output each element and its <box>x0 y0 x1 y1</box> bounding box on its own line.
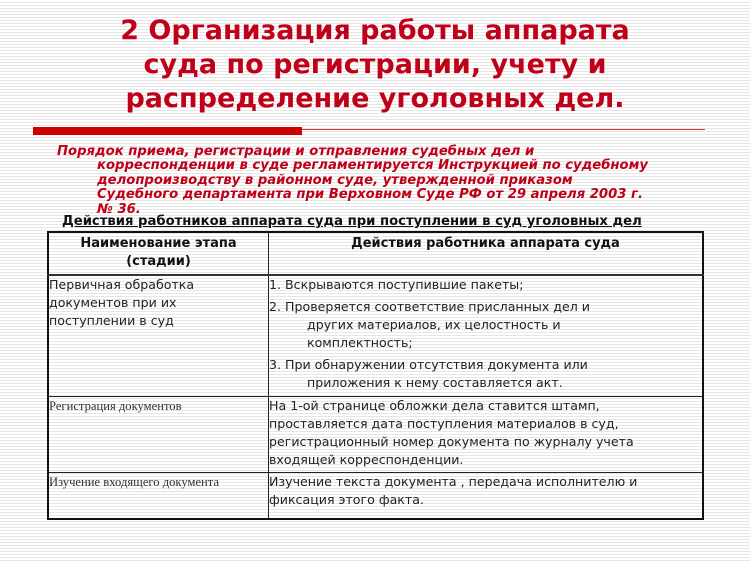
header-line: Действия работника аппарата суда <box>351 236 620 251</box>
action-item <box>269 298 702 352</box>
actions-cell <box>269 472 704 519</box>
intro-line: Судебного департамента при Верховном Суде РФ от 29 апреля 2003 г. <box>97 187 643 203</box>
stage-cell <box>48 472 269 519</box>
title-line: суда по регистрации, учету и <box>143 49 607 80</box>
action-item <box>269 276 702 294</box>
header-line: Наименование этапа <box>80 236 237 251</box>
intro-line: № 36. <box>97 201 141 217</box>
action-text: комплектность; <box>307 335 413 350</box>
stages-table <box>47 231 704 520</box>
action-text: 1. Вскрываются поступившие пакеты; <box>269 277 524 292</box>
stage-line: Первичная обработка <box>49 277 195 292</box>
action-text: фиксация этого факта. <box>269 491 424 507</box>
stage-cell <box>48 275 269 396</box>
action-text: приложения к нему составляется акт. <box>307 375 563 390</box>
action-text: других материалов, их целостность и <box>307 317 561 332</box>
intro-paragraph <box>57 145 717 217</box>
intro-line: делопроизводству в районном суде, утвержденной приказом <box>97 172 573 188</box>
action-text: На 1-ой странице обложки дела ставится штамп, <box>269 397 600 413</box>
action-text: проставляется дата поступления материалов в суд, <box>269 415 619 431</box>
table-header-row <box>48 232 703 275</box>
stage-line: Регистрация документов <box>49 398 182 413</box>
table-row <box>48 275 703 396</box>
stage-cell <box>48 396 269 472</box>
stage-line: Изучение входящего документа <box>49 474 220 489</box>
header-line: (стадии) <box>126 254 191 269</box>
intro-line: Порядок приема, регистрации и отправления судебных дел и <box>57 144 535 159</box>
title-line: 2 Организация работы аппарата <box>120 15 630 46</box>
table-heading: Действия работников аппарата суда при поступлении в суд уголовных дел <box>62 214 642 229</box>
action-item <box>269 356 702 392</box>
table-row <box>48 472 703 519</box>
action-text: 2. Проверяется соответствие присланных дел и <box>269 299 590 314</box>
intro-line: корреспонденции в суде регламентируется Инструкцией по судебному <box>97 158 648 174</box>
header-actions <box>269 232 704 275</box>
title-divider-thick <box>33 127 302 135</box>
action-text: Изучение текста документа , передача исполнителю и <box>269 473 638 489</box>
actions-cell <box>269 275 704 396</box>
actions-cell <box>269 396 704 472</box>
header-stage-name <box>48 232 269 275</box>
action-text: входящей корреспонденции. <box>269 451 464 467</box>
stage-line: поступлении в суд <box>49 313 174 328</box>
table-row <box>48 396 703 472</box>
action-text: 3. При обнаружении отсутствия документа или <box>269 357 588 372</box>
slide-title <box>0 14 750 116</box>
stage-line: документов при их <box>49 295 177 310</box>
title-line: распределение уголовных дел. <box>125 83 625 114</box>
action-text: регистрационный номер документа по журналу учета <box>269 433 634 449</box>
